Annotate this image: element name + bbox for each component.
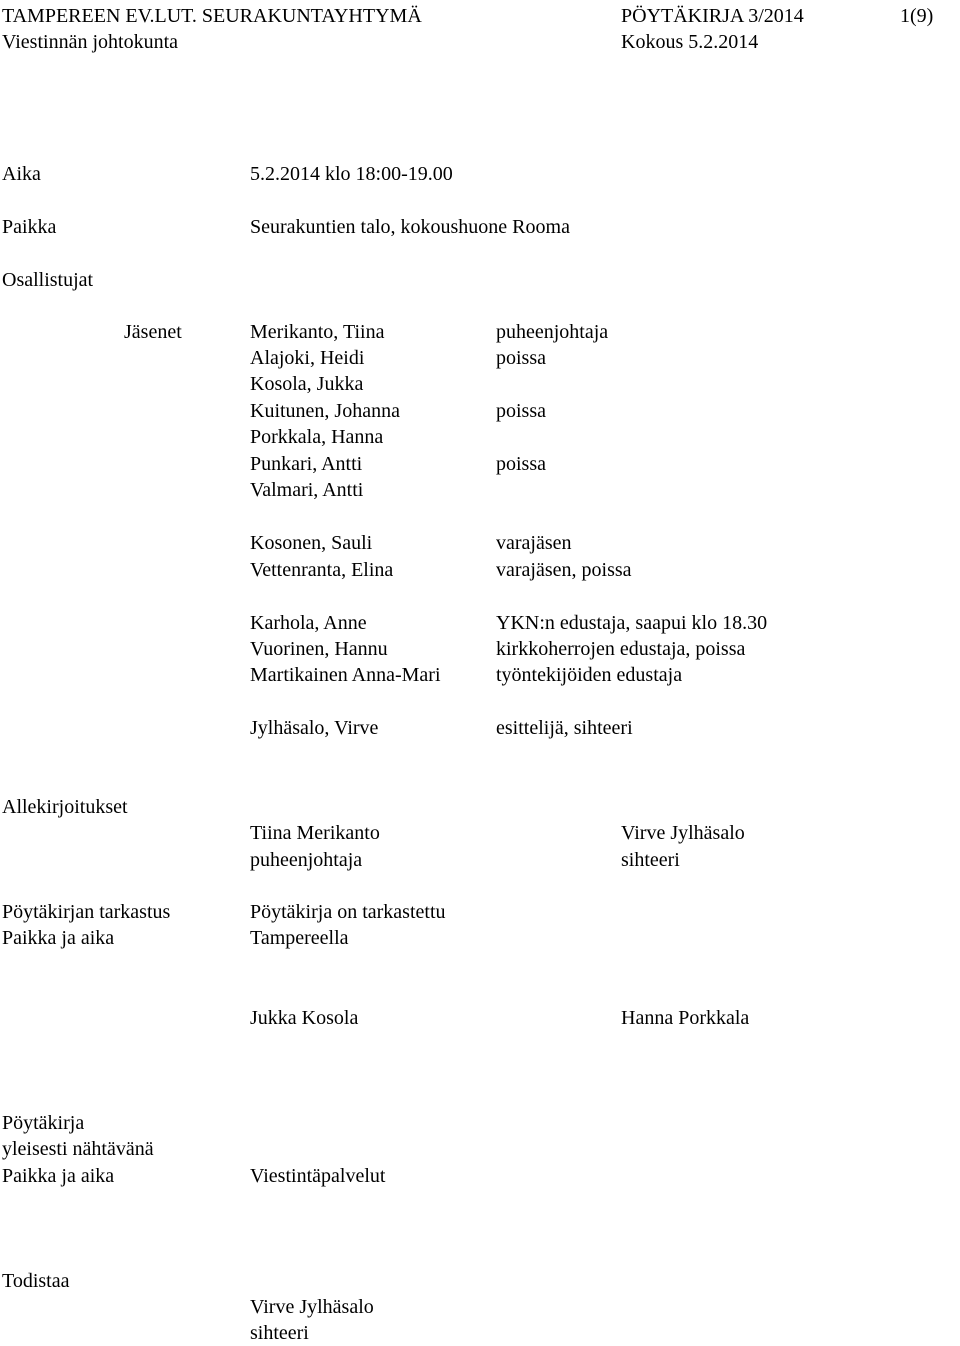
secretary-signature-name: Virve Jylhäsalo <box>621 822 745 844</box>
review-value: Pöytäkirja on tarkastettu <box>250 901 446 923</box>
presenter-name: Jylhäsalo, Virve <box>250 717 379 739</box>
public-place-time-label: Paikka ja aika <box>2 1165 115 1187</box>
member-role: poissa <box>496 453 546 475</box>
chair-signature-title: puheenjohtaja <box>250 849 363 871</box>
signatures-label: Allekirjoitukset <box>2 796 128 818</box>
member-name: Kosola, Jukka <box>250 373 364 395</box>
review-label: Pöytäkirjan tarkastus <box>2 901 171 923</box>
document-title: PÖYTÄKIRJA 3/2014 <box>621 5 804 27</box>
member-name: Punkari, Antti <box>250 453 363 475</box>
presenter-role: esittelijä, sihteeri <box>496 717 633 739</box>
public-label-line-2: yleisesti nähtävänä <box>2 1138 154 1160</box>
meeting-date: Kokous 5.2.2014 <box>621 31 759 53</box>
member-name: Alajoki, Heidi <box>250 347 365 369</box>
chair-signature-name: Tiina Merikanto <box>250 822 380 844</box>
attendee-role: työntekijöiden edustaja <box>496 664 683 686</box>
time-label: Aika <box>2 163 41 185</box>
member-name: Valmari, Antti <box>250 479 364 501</box>
participants-label: Osallistujat <box>2 269 94 291</box>
review-place-value: Tampereella <box>250 927 349 949</box>
deputy-role: varajäsen, poissa <box>496 559 632 581</box>
time-value: 5.2.2014 klo 18:00-19.00 <box>250 163 453 185</box>
attendee-name: Karhola, Anne <box>250 612 367 634</box>
page-number: 1(9) <box>900 5 934 27</box>
certify-name: Virve Jylhäsalo <box>250 1296 374 1318</box>
member-name: Merikanto, Tiina <box>250 321 385 343</box>
certify-title: sihteeri <box>250 1322 309 1344</box>
reviewer-name: Hanna Porkkala <box>621 1007 750 1029</box>
attendee-role: kirkkoherrojen edustaja, poissa <box>496 638 746 660</box>
deputy-name: Kosonen, Sauli <box>250 532 373 554</box>
committee-name: Viestinnän johtokunta <box>2 31 178 53</box>
attendee-name: Martikainen Anna-Mari <box>250 664 441 686</box>
deputy-name: Vettenranta, Elina <box>250 559 394 581</box>
member-name: Porkkala, Hanna <box>250 426 384 448</box>
member-role: puheenjohtaja <box>496 321 609 343</box>
public-label: Pöytäkirja <box>2 1112 85 1134</box>
place-value: Seurakuntien talo, kokoushuone Rooma <box>250 216 570 238</box>
member-role: poissa <box>496 400 546 422</box>
organization-name: TAMPEREEN EV.LUT. SEURAKUNTAYHTYMÄ <box>2 5 422 27</box>
reviewer-name: Jukka Kosola <box>250 1007 359 1029</box>
deputy-role: varajäsen <box>496 532 572 554</box>
place-label: Paikka <box>2 216 57 238</box>
attendee-name: Vuorinen, Hannu <box>250 638 388 660</box>
review-place-time-label: Paikka ja aika <box>2 927 115 949</box>
member-name: Kuitunen, Johanna <box>250 400 400 422</box>
attendee-role: YKN:n edustaja, saapui klo 18.30 <box>496 612 768 634</box>
secretary-signature-title: sihteeri <box>621 849 680 871</box>
certify-label: Todistaa <box>2 1270 70 1292</box>
members-label: Jäsenet <box>124 321 182 343</box>
member-role: poissa <box>496 347 546 369</box>
public-place-value: Viestintäpalvelut <box>250 1165 386 1187</box>
